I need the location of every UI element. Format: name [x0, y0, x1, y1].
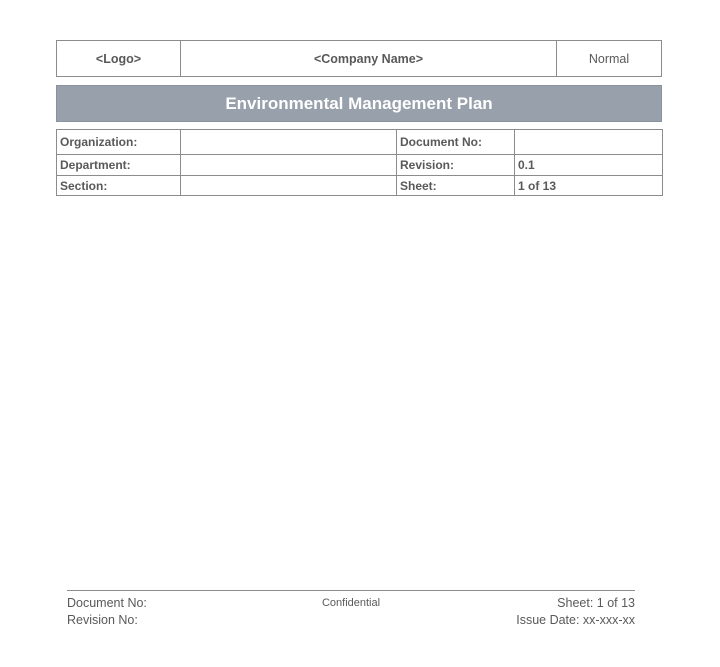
revision-value[interactable]: 0.1: [515, 155, 663, 176]
revision-label: Revision:: [397, 155, 515, 176]
footer-sheet: Sheet: 1 of 13: [557, 596, 635, 610]
footer-row-2: [67, 613, 635, 630]
footer-confidential: Confidential: [321, 597, 381, 609]
section-value[interactable]: [181, 176, 397, 196]
organization-value[interactable]: [181, 130, 397, 155]
status-label: Normal: [588, 51, 630, 66]
info-table: [56, 129, 663, 196]
footer-revision-no: Revision No:: [67, 613, 138, 627]
department-label: Department:: [57, 155, 181, 176]
info-row-department: [57, 155, 663, 176]
department-value[interactable]: [181, 155, 397, 176]
footer-issue-date: Issue Date: xx-xxx-xx: [516, 613, 635, 627]
section-label: Section:: [57, 176, 181, 196]
organization-label: Organization:: [57, 130, 181, 155]
document-no-label: Document No:: [397, 130, 515, 155]
document-no-value[interactable]: [515, 130, 663, 155]
header-table: [56, 40, 662, 77]
page-footer: [67, 590, 635, 630]
info-row-organization: [57, 130, 663, 155]
company-name: <Company Name>: [181, 41, 557, 76]
document-title: Environmental Management Plan: [56, 85, 662, 122]
footer-document-no: Document No:: [67, 596, 147, 610]
info-row-section: [57, 176, 663, 196]
sheet-label: Sheet:: [397, 176, 515, 196]
sheet-value[interactable]: 1 of 13: [515, 176, 663, 196]
footer-row-1: [67, 596, 635, 613]
logo-placeholder: <Logo>: [57, 41, 181, 76]
